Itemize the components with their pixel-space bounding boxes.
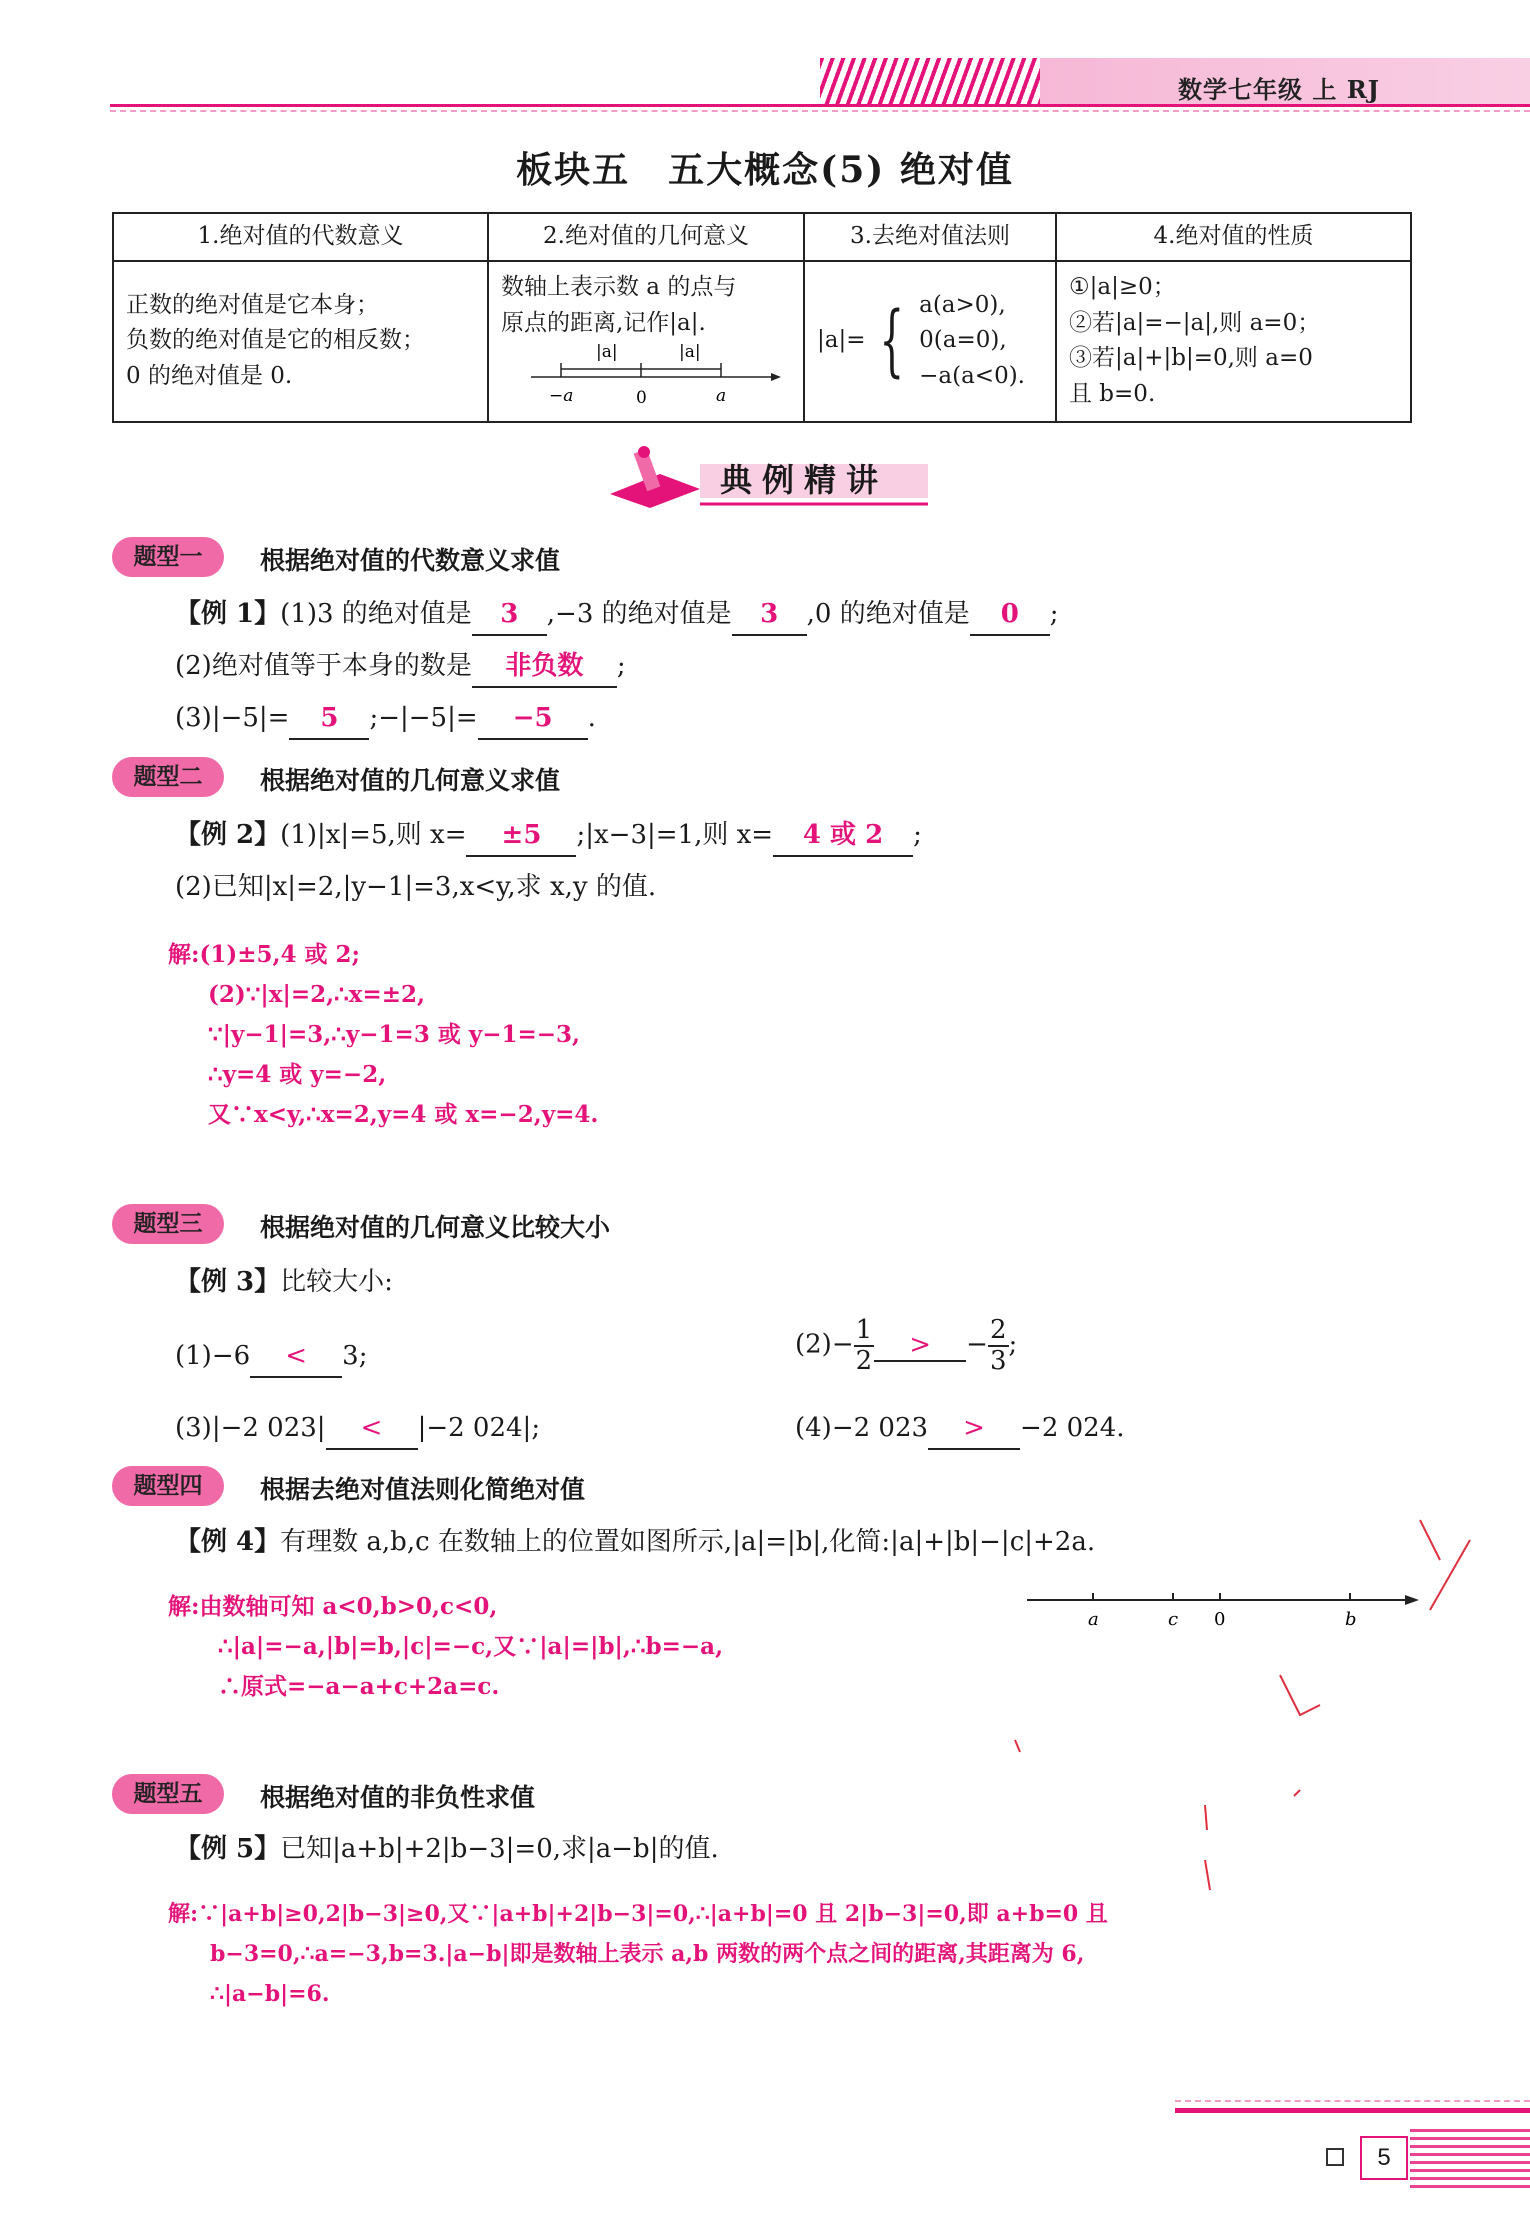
abs-label-left: |a| <box>596 342 618 363</box>
example-tag: 【例 2】 <box>175 820 281 850</box>
text: ; <box>913 820 922 850</box>
example-3-part-1 <box>175 1336 367 1378</box>
axis-label-zero: 0 <box>636 388 647 409</box>
solution-line: 又∵x<y,∴x=2,y=4 或 x=−2,y=4. <box>208 1101 599 1128</box>
answer-blank: 4 或 2 <box>773 815 913 857</box>
abs-label-right: |a| <box>679 342 701 363</box>
numerator: 1 <box>855 1315 873 1345</box>
type-title: 根据去绝对值法则化简绝对值 <box>260 1475 586 1504</box>
solution-line: b−3=0,∴a=−3,b=3.|a−b|即是数轴上表示 a,b 两数的两个点之间的距离,其距离为 6, <box>210 1941 1085 1967</box>
text: (2)− <box>795 1329 854 1360</box>
square-icon <box>1326 2148 1344 2166</box>
text: ; <box>616 651 626 681</box>
rule-case: −a(a<0). <box>919 363 1025 390</box>
point-label-c: c <box>1168 1609 1179 1630</box>
answer-blank: ±5 <box>466 815 576 857</box>
algebraic-line: 0 的绝对值是 0. <box>126 363 293 390</box>
answer-blank: 非负数 <box>472 646 617 688</box>
text: ; <box>1008 1329 1018 1360</box>
page-header <box>0 0 1530 118</box>
text: (4)−2 023 <box>795 1413 929 1443</box>
text: 比较大小: <box>280 1267 393 1297</box>
text: ,−3 的绝对值是 <box>546 599 732 629</box>
abs-number-line-diagram <box>501 341 791 411</box>
footer-stripes <box>1410 2128 1530 2188</box>
table-cell-algebraic <box>113 261 488 422</box>
example-3-part-2 <box>795 1316 1017 1375</box>
text: 已知|a+b|+2|b−3|=0,求|a−b|的值. <box>280 1834 719 1864</box>
banner-title: 典例精讲 <box>720 461 889 499</box>
text: 有理数 a,b,c 在数轴上的位置如图所示,|a|=|b|,化简:|a|+|b|−|c|+2a. <box>280 1527 1096 1557</box>
solution-line: 解:由数轴可知 a<0,b>0,c<0, <box>168 1593 498 1620</box>
text: (3)|−2 023| <box>175 1413 326 1443</box>
rule-case: a(a>0), <box>919 291 1006 318</box>
solution-line: ∴y=4 或 y=−2, <box>208 1061 387 1088</box>
type-pill: 题型二 <box>112 757 224 797</box>
text: ;−|−5|= <box>369 703 478 733</box>
text: ,0 的绝对值是 <box>806 599 970 629</box>
answer-blank: < <box>250 1336 342 1378</box>
table-header-geometric: 2.绝对值的几何意义 <box>488 213 804 261</box>
example-2-line-2: (2)已知|x|=2,|y−1|=3,x<y,求 x,y 的值. <box>175 872 657 902</box>
concept-table <box>112 212 1412 423</box>
property-line: 且 b=0. <box>1069 380 1156 407</box>
example-3-intro <box>175 1262 393 1302</box>
table-header-rule: 3.去绝对值法则 <box>804 213 1056 261</box>
hammer-book-icon <box>600 444 710 512</box>
example-1-line-1 <box>175 594 1059 636</box>
type-pill: 题型五 <box>112 1774 224 1814</box>
rule-lhs: |a|= <box>817 327 866 354</box>
text: 3; <box>342 1341 368 1371</box>
point-label-a: a <box>1088 1609 1099 1630</box>
answer-blank: 3 <box>472 594 547 636</box>
table-header-properties: 4.绝对值的性质 <box>1056 213 1411 261</box>
solution-line: 解:∵|a+b|≥0,2|b−3|≥0,又∵|a+b|+2|b−3|=0,∴|a+b|=0 且 2|b−3|=0,即 a+b=0 且 <box>168 1901 1108 1927</box>
answer-blank: < <box>326 1408 418 1450</box>
point-label-zero: 0 <box>1214 1609 1226 1630</box>
answer-blank: 0 <box>970 594 1050 636</box>
pen-marks <box>1000 1500 1500 1950</box>
property-line: ③若|a|+|b|=0,则 a=0 <box>1069 345 1313 372</box>
text: (3)|−5|= <box>175 703 290 733</box>
algebraic-line: 正数的绝对值是它本身； <box>126 291 379 318</box>
type-pill: 题型三 <box>112 1204 224 1244</box>
example-tag: 【例 3】 <box>175 1267 281 1297</box>
text: (1)|x|=5,则 x= <box>280 820 467 850</box>
brace-icon: { <box>879 296 905 387</box>
text: ; <box>1049 599 1059 629</box>
text: . <box>587 703 596 733</box>
text: −2 024. <box>1020 1413 1125 1443</box>
header-book-label: 数学七年级 上 RJ <box>1177 75 1380 104</box>
page-number: 5 <box>1360 2136 1408 2180</box>
denominator: 3 <box>989 1345 1007 1376</box>
fraction <box>988 1316 1009 1375</box>
example-tag: 【例 4】 <box>175 1527 281 1557</box>
solution-line: 解:(1)±5,4 或 2; <box>168 941 361 968</box>
type-title: 根据绝对值的非负性求值 <box>260 1783 536 1812</box>
property-line: ②若|a|=−|a|,则 a=0； <box>1069 309 1321 336</box>
example-1-line-2 <box>175 646 626 688</box>
example-5-question <box>175 1829 719 1869</box>
text: (1)3 的绝对值是 <box>280 599 472 629</box>
type-pill: 题型一 <box>112 537 224 577</box>
answer-blank: > <box>874 1330 966 1362</box>
example-4-question <box>175 1522 1095 1562</box>
text: (2)绝对值等于本身的数是 <box>175 651 472 681</box>
solution-line: ∴|a|=−a,|b|=b,|c|=−c,又∵|a|=|b|,∴b=−a, <box>218 1633 724 1660</box>
solution-line: ∵|y−1|=3,∴y−1=3 或 y−1=−3, <box>208 1021 581 1048</box>
point-label-b: b <box>1345 1609 1357 1630</box>
table-cell-geometric <box>488 261 804 422</box>
table-cell-rule <box>804 261 1056 422</box>
denominator: 2 <box>855 1345 873 1376</box>
numerator: 2 <box>989 1315 1007 1345</box>
solution-line: (2)∵|x|=2,∴x=±2, <box>208 981 426 1008</box>
header-dash-rule <box>110 110 1530 112</box>
example-3-part-3 <box>175 1408 540 1450</box>
type-title: 根据绝对值的几何意义比较大小 <box>260 1213 611 1242</box>
geometric-line: 原点的距离,记作|a|. <box>501 309 706 336</box>
axis-label-a: a <box>716 386 727 407</box>
text: (1)−6 <box>175 1341 251 1371</box>
solution-line: ∴|a−b|=6. <box>210 1981 330 2007</box>
answer-blank: −5 <box>478 698 588 740</box>
rule-case: 0(a=0), <box>919 327 1007 354</box>
example-tag: 【例 5】 <box>175 1834 281 1864</box>
example-1-line-3 <box>175 698 596 740</box>
fraction <box>854 1316 875 1375</box>
table-cell-properties <box>1056 261 1411 422</box>
geometric-line: 数轴上表示数 a 的点与 <box>501 274 737 300</box>
section-title: 板块五 五大概念(5) 绝对值 <box>516 149 1014 191</box>
answer-blank: 5 <box>289 698 369 740</box>
type-title: 根据绝对值的几何意义求值 <box>260 766 561 795</box>
answer-blank: > <box>928 1408 1020 1450</box>
solution-line: ∴原式=−a−a+c+2a=c. <box>218 1673 500 1700</box>
footer-dash-rule <box>1175 2100 1530 2102</box>
example-tag: 【例 1】 <box>175 599 281 629</box>
answer-blank: 3 <box>732 594 807 636</box>
example-3-part-4 <box>795 1408 1125 1450</box>
footer-rule <box>1175 2108 1530 2113</box>
header-stripes <box>820 58 1040 106</box>
axis-label-neg-a: −a <box>549 386 574 407</box>
property-line: ①|a|≥0； <box>1069 274 1176 300</box>
type-title: 根据绝对值的代数意义求值 <box>260 546 561 575</box>
text: |−2 024|; <box>417 1413 541 1443</box>
table-header-algebraic: 1.绝对值的代数意义 <box>113 213 488 261</box>
example-2-line-1 <box>175 815 922 857</box>
text: − <box>966 1329 988 1360</box>
type-pill: 题型四 <box>112 1466 224 1506</box>
text: ;|x−3|=1,则 x= <box>576 820 774 850</box>
algebraic-line: 负数的绝对值是它的相反数； <box>126 327 425 354</box>
